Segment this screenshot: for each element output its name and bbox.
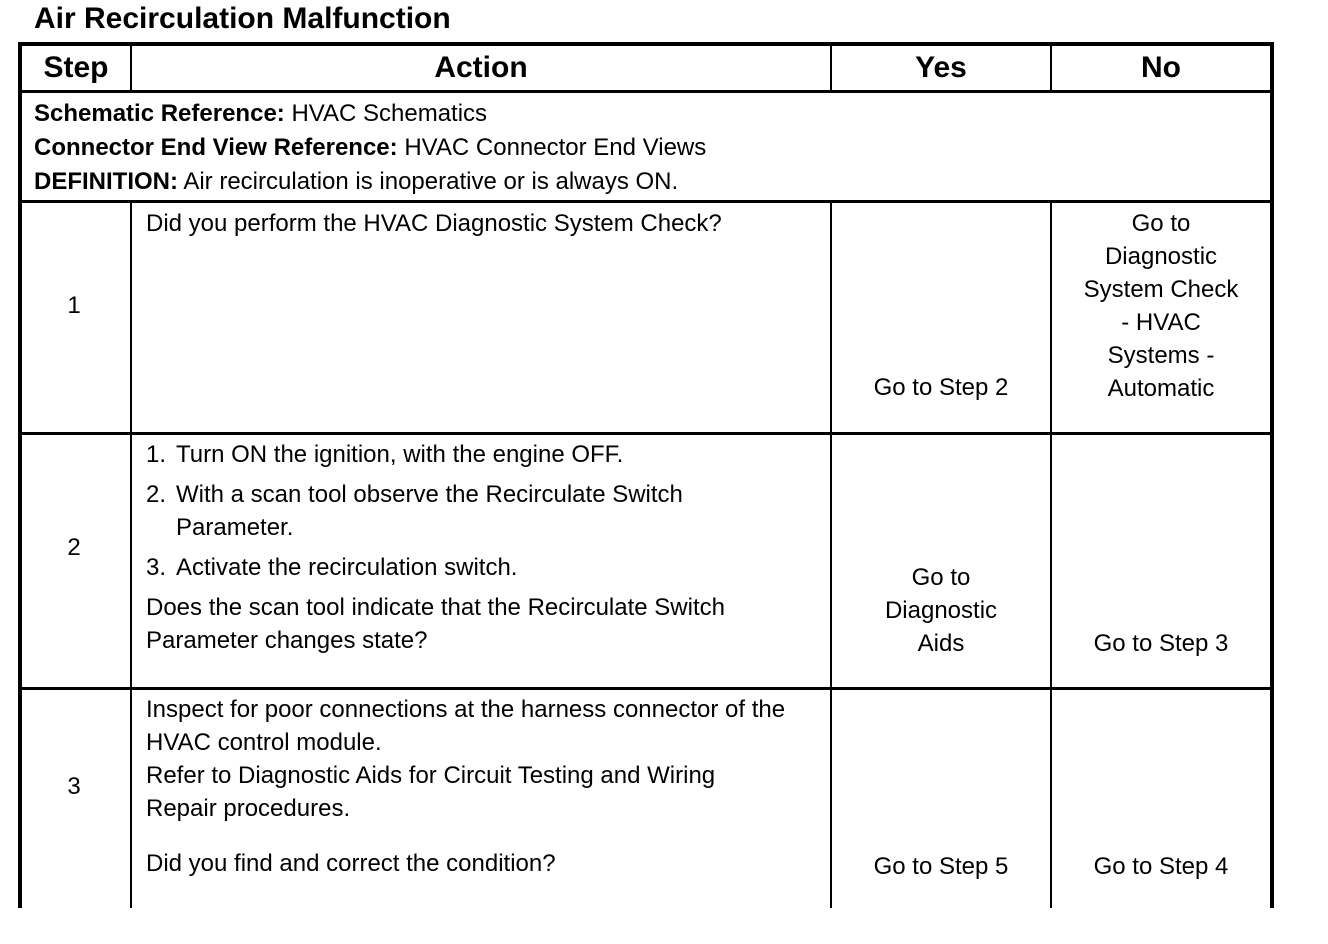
definition-label: DEFINITION: — [34, 168, 178, 195]
step-3-action — [146, 693, 822, 880]
diagnostic-table — [18, 42, 1274, 908]
step-2-item — [146, 438, 786, 471]
definition — [34, 165, 678, 199]
step-2-item-number: 3. — [146, 554, 167, 581]
header-yes: Yes — [915, 51, 967, 84]
definition-value: Air recirculation is inoperative or is always ON. — [178, 168, 679, 195]
step-2-item — [146, 551, 786, 584]
step-2-item-number: 1. — [146, 441, 167, 468]
step-2-item-number: 2. — [146, 481, 167, 508]
step-number-2: 2 — [67, 534, 81, 561]
step-1-no-line: Go to — [1131, 210, 1191, 237]
connector-reference — [34, 131, 706, 165]
connector-reference-label: Connector End View Reference: — [34, 134, 398, 161]
connector-reference-value: HVAC Connector End Views — [397, 134, 707, 161]
schematic-reference — [34, 97, 487, 131]
table-border-top — [18, 42, 1274, 46]
header-step: Step — [43, 51, 109, 84]
schematic-reference-label: Schematic Reference: — [34, 100, 285, 127]
step-3-question: Did you find and correct the condition? — [146, 850, 556, 877]
row-divider-1 — [18, 432, 1274, 435]
step-1-no-line: - HVAC — [1121, 309, 1201, 336]
step-2-yes — [832, 561, 1050, 660]
col-divider-action-body — [830, 201, 832, 908]
step-2-yes-line: Diagnostic — [884, 597, 998, 624]
step-1-no-line: Systems - — [1107, 342, 1215, 369]
step-number-3: 3 — [67, 773, 81, 800]
step-3-yes: Go to Step 5 — [873, 853, 1009, 880]
step-2-action — [146, 438, 786, 657]
step-1-no-line: Automatic — [1107, 375, 1215, 402]
header-action: Action — [434, 51, 528, 84]
step-2-item-text: Turn ON the ignition, with the engine OFF. — [176, 441, 624, 468]
col-divider-step-body — [130, 201, 132, 908]
step-2-item-text: Activate the recirculation switch. — [176, 554, 518, 581]
step-1-question: Did you perform the HVAC Diagnostic System Check? — [146, 210, 722, 237]
step-3-refer-text: Refer to Diagnostic Aids for Circuit Testing and Wiring Repair procedures. — [146, 762, 716, 822]
step-1-yes: Go to Step 2 — [873, 374, 1009, 401]
step-2-item — [146, 478, 786, 544]
step-1-no-line: System Check — [1083, 276, 1239, 303]
step-number-1: 1 — [67, 292, 81, 319]
step-2-no: Go to Step 3 — [1093, 630, 1229, 657]
header-divider — [18, 90, 1274, 93]
step-3-no: Go to Step 4 — [1093, 853, 1229, 880]
table-border-right — [1270, 42, 1274, 908]
step-1-no — [1052, 207, 1270, 405]
schematic-reference-value: HVAC Schematics — [284, 100, 488, 127]
row-divider-2 — [18, 687, 1274, 690]
references-divider — [18, 200, 1274, 203]
step-2-item-text: With a scan tool observe the Recirculate Switch Parameter. — [176, 481, 683, 541]
step-1-no-line: Diagnostic — [1104, 243, 1218, 270]
step-2-yes-line: Aids — [917, 630, 965, 657]
page-title: Air Recirculation Malfunction — [34, 2, 451, 35]
header-no: No — [1141, 51, 1181, 84]
step-2-yes-line: Go to — [911, 564, 971, 591]
step-2-question: Does the scan tool indicate that the Recirculate Switch Parameter changes state? — [146, 594, 725, 654]
step-3-inspect-text: Inspect for poor connections at the harness connector of the HVAC control module. — [146, 696, 786, 756]
